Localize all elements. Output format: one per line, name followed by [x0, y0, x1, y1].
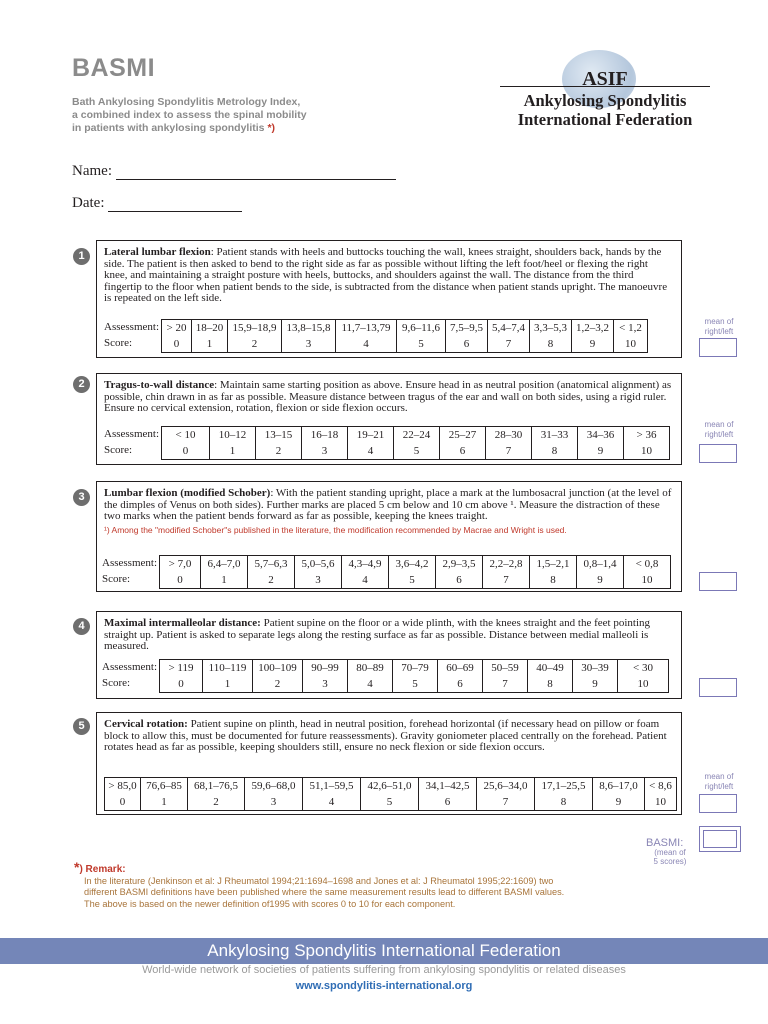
section-text: : With the patient standing upright, place a mark at the lumbosacral junction (at the level of the dimples of Venus on both sides). Further marks are placed 5 cm below and 10 cm above ¹. Measure the distraction of these two marks when the patient bends forward as far as possible, keeping the knees traight. [104, 487, 672, 523]
score-cell: 4 [336, 336, 397, 353]
assessment-cell: 9,6–11,6 [397, 320, 446, 337]
assessment-cell: 60–69 [438, 660, 483, 677]
assessment-label: Assessment: [104, 428, 159, 440]
score-table [159, 555, 671, 589]
score-cell: 10 [645, 794, 677, 811]
score-cell: 0 [160, 572, 201, 589]
score-cell: 7 [477, 794, 535, 811]
name-field [72, 163, 396, 180]
assessment-cell: 3,6–4,2 [389, 556, 436, 573]
score-cell: 2 [188, 794, 245, 811]
intro-line: a combined index to assess the spinal mobility [72, 109, 307, 121]
score-label: Score: [104, 444, 133, 456]
assessment-cell: 4,3–4,9 [342, 556, 389, 573]
basmi-total-sublabel: (mean of 5 scores) [653, 848, 687, 866]
score-cell: 9 [593, 794, 645, 811]
score-cell: 8 [530, 572, 577, 589]
score-cell: 4 [348, 443, 394, 460]
assessment-cell: < 1,2 [614, 320, 648, 337]
result-box[interactable] [699, 572, 737, 591]
score-row [104, 426, 670, 460]
section-description [104, 380, 674, 415]
remark-title: *) Remark: [74, 859, 126, 875]
score-cell: 5 [394, 443, 440, 460]
score-cell: 0 [160, 676, 203, 693]
score-cell: 8 [528, 676, 573, 693]
score-cell: 4 [303, 794, 361, 811]
assessment-cell: 1,5–2,1 [530, 556, 577, 573]
score-cell: 4 [348, 676, 393, 693]
section-text: Patient supine on plinth, head in neutral position, forehead horizontal (if necessary head on pillow or foam block to allow this, must be documented for future reassessments). Gravity goniometer placed centrally on the forehead. Patient rotates head as far as possible, keeping shoulders still, ensure no neck flexion or side flexion occurs. [104, 718, 667, 754]
mean-label: mean of right/left [704, 317, 734, 336]
name-label: Name: [72, 163, 112, 179]
assessment-cell: 15,9–18,9 [228, 320, 282, 337]
score-table [159, 659, 669, 693]
assessment-cell: 7,5–9,5 [446, 320, 488, 337]
score-cell: 6 [440, 443, 486, 460]
asif-logo [500, 50, 710, 132]
assessment-cell: 11,7–13,79 [336, 320, 397, 337]
section-text: Patient supine on the floor or a wide plinth, with the knees straight and the feet pointing straight up. Patient is asked to separate legs along the resting surface as far as possible. Distance between medial malleoli is measured. [104, 617, 651, 653]
assessment-cell: 68,1–76,5 [188, 778, 245, 795]
score-label: Score: [102, 677, 131, 689]
assessment-cell: < 8,6 [645, 778, 677, 795]
assessment-cell: < 10 [162, 427, 210, 444]
assessment-cell: 17,1–25,5 [535, 778, 593, 795]
score-cell: 10 [618, 676, 669, 693]
assessment-cell: 16–18 [302, 427, 348, 444]
result-box[interactable] [699, 678, 737, 697]
section-number: 5 [73, 718, 90, 735]
row-labels [104, 319, 161, 351]
intro-line: in patients with ankylosing spondylitis *) [72, 122, 276, 134]
score-cell: 10 [624, 572, 671, 589]
score-cell: 1 [201, 572, 248, 589]
assessment-cell: < 0,8 [624, 556, 671, 573]
section-title: Lateral lumbar flexion [104, 246, 211, 258]
assessment-cell: 1,2–3,2 [572, 320, 614, 337]
assessment-cell: 2,2–2,8 [483, 556, 530, 573]
score-cell: 2 [248, 572, 295, 589]
assessment-cell: 31–33 [532, 427, 578, 444]
basmi-total-label: BASMI: [646, 837, 684, 849]
assessment-cell: 110–119 [203, 660, 253, 677]
score-cell: 10 [624, 443, 670, 460]
assessment-cell: > 20 [162, 320, 192, 337]
score-cell: 1 [203, 676, 253, 693]
score-cell: 2 [256, 443, 302, 460]
score-cell: 5 [361, 794, 419, 811]
assessment-cell: 13,8–15,8 [282, 320, 336, 337]
document-title: BASMI [72, 54, 156, 82]
date-field [72, 195, 242, 212]
date-line[interactable] [108, 196, 242, 212]
row-labels [102, 555, 159, 587]
assessment-cell: 90–99 [303, 660, 348, 677]
document-subtitle [72, 96, 372, 135]
assessment-label: Assessment: [102, 661, 157, 673]
section-title: Maximal intermalleolar distance: [104, 617, 261, 629]
score-cell: 1 [141, 794, 188, 811]
assessment-label: Assessment: [104, 321, 159, 333]
remark [74, 859, 634, 910]
section-description [104, 719, 674, 754]
score-cell: 5 [393, 676, 438, 693]
mean-label: mean of right/left [704, 420, 734, 439]
score-cell: 3 [282, 336, 336, 353]
assessment-cell: < 30 [618, 660, 669, 677]
remark-line: The above is based on the newer definition of1995 with scores 0 to 10 for each component. [84, 898, 456, 909]
score-cell: 6 [446, 336, 488, 353]
score-cell: 7 [483, 572, 530, 589]
score-cell: 1 [210, 443, 256, 460]
assessment-cell: 22–24 [394, 427, 440, 444]
assessment-cell: 59,6–68,0 [245, 778, 303, 795]
score-cell: 4 [342, 572, 389, 589]
score-cell: 7 [486, 443, 532, 460]
assessment-cell: 80–89 [348, 660, 393, 677]
score-cell: 2 [228, 336, 282, 353]
assessment-cell: 3,3–5,3 [530, 320, 572, 337]
score-table [161, 426, 670, 460]
section-footnote: ¹) Among the "modified Schober"s published in the literature, the modification recommended by Macrae and Wright is used. [104, 524, 567, 535]
assessment-cell: 10–12 [210, 427, 256, 444]
score-cell: 10 [614, 336, 648, 353]
score-cell: 6 [438, 676, 483, 693]
score-cell: 0 [162, 443, 210, 460]
score-table [104, 777, 677, 811]
assessment-cell: 28–30 [486, 427, 532, 444]
section-title: Lumbar flexion (modified Schober) [104, 487, 271, 499]
assessment-cell: 5,4–7,4 [488, 320, 530, 337]
result-box[interactable] [699, 444, 737, 463]
section-lateral-lumbar-flexion [96, 240, 682, 358]
section-text: : Patient stands with heels and buttocks touching the wall, knees straight, shoulders back, hands by the side. The patient is then asked to bend to the right side as far as possible without lifting the left foot/heel or flexing the right knee, and maintaining a straight posture with heels, buttocks, and shoulders against the wall. The distance from the third fingertip to the floor when patient bends to the side, is subtracted from the distance when patient stands upright. The manoeuvre is repeated on the left side. [104, 246, 668, 305]
footer-url-link[interactable]: www.spondylitis-international.org [295, 980, 473, 992]
score-row [102, 555, 671, 589]
assessment-cell: 40–49 [528, 660, 573, 677]
remark-line: In the literature (Jenkinson et al: J Rheumatol 1994;21:1694–1698 and Jones et al: J Rheumatol 1995;22:1609) two [84, 875, 554, 886]
section-number: 3 [73, 489, 90, 506]
assessment-cell: 5,0–5,6 [295, 556, 342, 573]
section-tragus-to-wall [96, 373, 682, 465]
assessment-cell: > 85,0 [105, 778, 141, 795]
score-table [161, 319, 648, 353]
score-cell: 0 [162, 336, 192, 353]
logo-acronym: ASIF [582, 68, 628, 90]
score-cell: 5 [389, 572, 436, 589]
score-label: Score: [104, 337, 133, 349]
score-cell: 8 [530, 336, 572, 353]
score-cell: 7 [483, 676, 528, 693]
score-row [104, 319, 648, 353]
score-cell: 3 [295, 572, 342, 589]
score-cell: 9 [572, 336, 614, 353]
logo-name-line1: Ankylosing Spondylitis [523, 91, 687, 110]
assessment-cell: 18–20 [192, 320, 228, 337]
section-lumbar-flexion [96, 481, 682, 592]
row-labels [102, 659, 159, 691]
score-cell: 8 [535, 794, 593, 811]
mean-label: mean of right/left [704, 772, 734, 791]
score-cell: 1 [192, 336, 228, 353]
intro-line: Bath Ankylosing Spondylitis Metrology Index, [72, 96, 301, 108]
assessment-cell: 100–109 [253, 660, 303, 677]
assessment-cell: 34–36 [578, 427, 624, 444]
footer-title: Ankylosing Spondylitis International Federation [0, 938, 768, 964]
assessment-cell: 8,6–17,0 [593, 778, 645, 795]
result-box[interactable] [699, 338, 737, 357]
assessment-cell: > 7,0 [160, 556, 201, 573]
basmi-total-box[interactable] [699, 826, 741, 852]
score-cell: 0 [105, 794, 141, 811]
score-cell: 3 [302, 443, 348, 460]
section-intermalleolar-distance [96, 611, 682, 699]
remark-body [74, 876, 634, 911]
score-cell: 5 [397, 336, 446, 353]
section-description [104, 247, 674, 305]
assessment-cell: 2,9–3,5 [436, 556, 483, 573]
assessment-cell: 30–39 [573, 660, 618, 677]
result-box[interactable] [699, 794, 737, 813]
assessment-cell: 76,6–85 [141, 778, 188, 795]
section-number: 4 [73, 618, 90, 635]
score-cell: 3 [303, 676, 348, 693]
score-cell: 6 [436, 572, 483, 589]
section-number: 2 [73, 376, 90, 393]
section-text: : Maintain same starting position as above. Ensure head in as neutral position (anatomical alignment) as possible, chin drawn in as far as possible. Measure distance between tragus of the ear and wall on both sides, using a rigid ruler. Ensure no cervical extension, rotation, flexion or side flexion occurs. [104, 379, 672, 415]
section-description [104, 488, 674, 523]
logo-name-line2: International Federation [517, 110, 693, 129]
section-description [104, 618, 674, 653]
section-cervical-rotation [96, 712, 682, 815]
score-row [104, 777, 677, 811]
assessment-cell: > 119 [160, 660, 203, 677]
assessment-cell: 5,7–6,3 [248, 556, 295, 573]
score-label: Score: [102, 573, 131, 585]
assessment-cell: 50–59 [483, 660, 528, 677]
assessment-cell: 25–27 [440, 427, 486, 444]
assessment-label: Assessment: [102, 557, 157, 569]
assessment-cell: 6,4–7,0 [201, 556, 248, 573]
intro-star: *) [267, 122, 276, 134]
assessment-cell: 51,1–59,5 [303, 778, 361, 795]
score-cell: 7 [488, 336, 530, 353]
row-labels [104, 426, 161, 458]
score-cell: 9 [577, 572, 624, 589]
assessment-cell: 34,1–42,5 [419, 778, 477, 795]
section-number: 1 [73, 248, 90, 265]
date-label: Date: [72, 195, 105, 211]
remark-line: different BASMI definitions have been published where the same measurement results lead to different BASMI values. [84, 887, 565, 898]
score-cell: 9 [573, 676, 618, 693]
assessment-cell: 25,6–34,0 [477, 778, 535, 795]
section-title: Cervical rotation: [104, 718, 188, 730]
section-title: Tragus-to-wall distance [104, 379, 215, 391]
score-cell: 8 [532, 443, 578, 460]
assessment-cell: 13–15 [256, 427, 302, 444]
name-line[interactable] [116, 164, 396, 180]
assessment-cell: 0,8–1,4 [577, 556, 624, 573]
assessment-cell: 42,6–51,0 [361, 778, 419, 795]
footer-subtitle: World-wide network of societies of patients suffering from ankylosing spondylitis or related diseases [142, 964, 626, 976]
assessment-cell: > 36 [624, 427, 670, 444]
score-cell: 2 [253, 676, 303, 693]
score-cell: 3 [245, 794, 303, 811]
score-row [102, 659, 669, 693]
assessment-cell: 19–21 [348, 427, 394, 444]
score-cell: 6 [419, 794, 477, 811]
assessment-cell: 70–79 [393, 660, 438, 677]
score-cell: 9 [578, 443, 624, 460]
